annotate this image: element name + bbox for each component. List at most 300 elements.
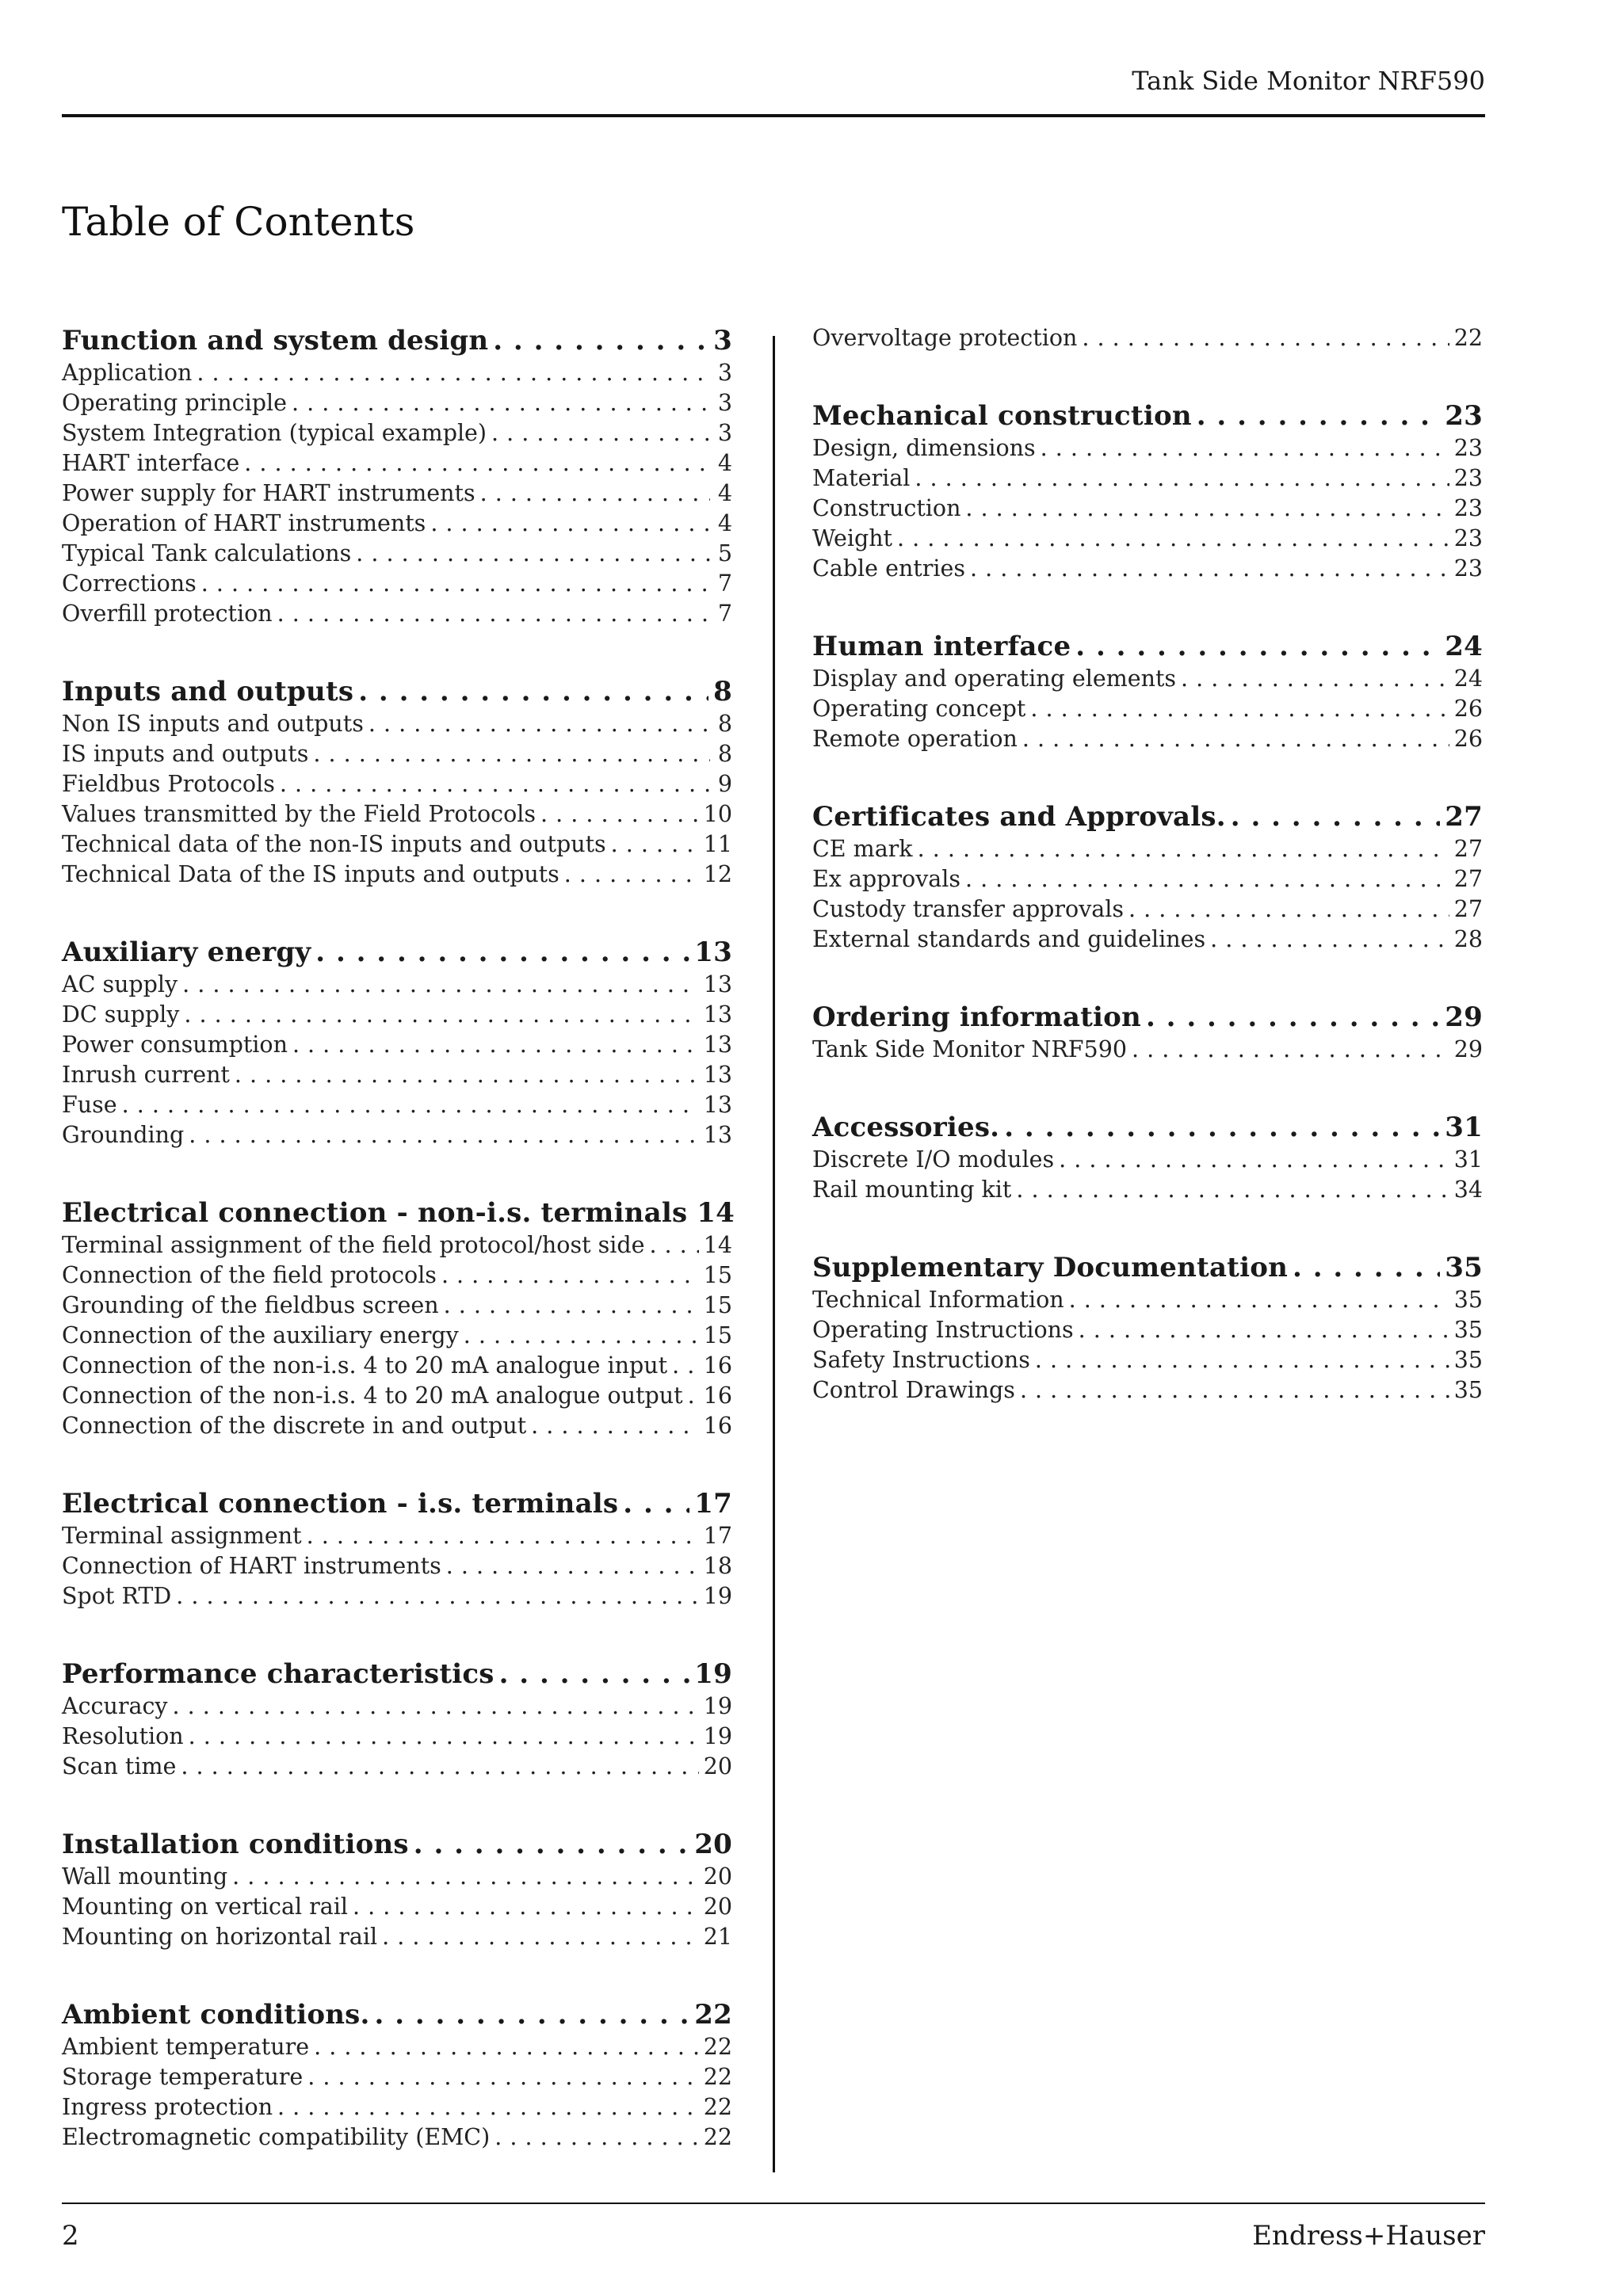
page-number: 35 <box>1445 1252 1483 1283</box>
header-rule <box>62 114 1485 117</box>
toc-entry[interactable] <box>812 894 1483 925</box>
section-title: Supplementary Documentation <box>812 1252 1289 1283</box>
page-number: 13 <box>703 1122 732 1148</box>
dot-leader <box>688 1381 699 1411</box>
dot-leader <box>414 1827 690 1862</box>
toc-entry[interactable] <box>62 569 732 599</box>
page-number: 3 <box>717 390 732 416</box>
footer-page-number: 2 <box>62 2220 79 2252</box>
toc-entry[interactable] <box>62 709 732 739</box>
entry-label: Operation of HART instruments <box>62 510 426 536</box>
dot-leader <box>292 388 710 418</box>
entry-label: Technical data of the non-IS inputs and outputs <box>62 831 606 857</box>
page-number: 28 <box>1453 926 1483 952</box>
page-number: 8 <box>717 741 732 767</box>
page-number: 10 <box>703 801 732 827</box>
page-title: Table of Contents <box>62 199 415 245</box>
dot-leader <box>495 2122 699 2153</box>
page-number: 20 <box>703 1894 732 1920</box>
entry-label: Weight <box>812 525 893 551</box>
toc-section-heading[interactable] <box>812 629 1483 664</box>
toc-section <box>812 1000 1483 1065</box>
page-number: 22 <box>703 2064 732 2090</box>
page-number: 26 <box>1453 726 1483 752</box>
page-number: 23 <box>1453 555 1483 582</box>
section-title: Performance characteristics <box>62 1658 495 1690</box>
dot-leader <box>915 463 1449 494</box>
page-number: 4 <box>717 510 732 536</box>
entry-label: CE mark <box>812 836 913 862</box>
dot-leader <box>1022 724 1449 754</box>
toc-entry[interactable] <box>62 1691 732 1722</box>
toc-entry[interactable] <box>62 479 732 509</box>
page-number: 20 <box>703 1753 732 1779</box>
section-title: Mechanical construction <box>812 400 1192 432</box>
page-number: 26 <box>1453 696 1483 722</box>
toc-entry[interactable] <box>812 1145 1483 1175</box>
toc-section <box>62 1196 735 1441</box>
toc-section <box>812 1110 1483 1205</box>
section-title: Auxiliary energy <box>62 936 311 968</box>
entry-label: Connection of the auxiliary energy <box>62 1322 459 1348</box>
toc-section-heading[interactable] <box>812 399 1483 433</box>
entry-label: Power consumption <box>62 1032 288 1058</box>
page-number: 35 <box>1453 1347 1483 1373</box>
dot-leader <box>382 1922 699 1952</box>
dot-leader <box>1146 1000 1440 1035</box>
entry-label: Remote operation <box>812 726 1018 752</box>
dot-leader <box>1069 1285 1449 1315</box>
toc-entry[interactable] <box>812 694 1483 724</box>
dot-leader <box>564 860 699 890</box>
entry-label: Overvoltage protection <box>812 325 1078 351</box>
toc-entry[interactable] <box>62 1521 732 1551</box>
toc-entry[interactable] <box>812 1175 1483 1205</box>
dot-leader <box>623 1486 689 1521</box>
toc-section-heading[interactable] <box>62 1827 732 1862</box>
toc-entry[interactable] <box>62 1411 732 1441</box>
page-number: 12 <box>703 861 732 887</box>
dot-leader <box>1030 694 1449 724</box>
toc-section-heading[interactable] <box>812 799 1483 834</box>
dot-leader <box>1004 1110 1440 1145</box>
entry-label: Mounting on horizontal rail <box>62 1924 378 1950</box>
dot-leader <box>369 709 710 739</box>
toc-entry[interactable] <box>62 2032 732 2062</box>
dot-leader <box>314 2032 699 2062</box>
dot-leader <box>184 1000 698 1030</box>
dot-leader <box>480 479 710 509</box>
entry-label: Display and operating elements <box>812 666 1177 692</box>
page-number: 4 <box>717 480 732 506</box>
entry-label: Wall mounting <box>62 1863 228 1890</box>
toc-entry[interactable] <box>62 418 732 448</box>
page-number: 22 <box>694 1999 732 2031</box>
dot-leader <box>307 2062 698 2092</box>
entry-label: Corrections <box>62 570 197 597</box>
dot-leader <box>353 1892 699 1922</box>
entry-label: Application <box>62 360 193 386</box>
entry-label: Connection of the discrete in and output <box>62 1413 527 1439</box>
dot-leader <box>176 1581 698 1611</box>
page-number: 24 <box>1445 631 1483 662</box>
toc-entry[interactable] <box>62 2092 732 2122</box>
dot-leader <box>1075 629 1440 664</box>
toc-entry[interactable] <box>812 463 1483 494</box>
toc-section <box>812 399 1483 584</box>
section-title: Certificates and Approvals. <box>812 801 1226 833</box>
entry-label: IS inputs and outputs <box>62 741 309 767</box>
toc-entry[interactable] <box>812 323 1483 353</box>
toc-entry[interactable] <box>62 1551 732 1581</box>
footer-rule <box>62 2203 1485 2204</box>
entry-label: Accuracy <box>62 1693 168 1719</box>
dot-leader <box>897 524 1449 554</box>
dot-leader <box>201 569 710 599</box>
dot-leader <box>649 1230 698 1261</box>
dot-leader <box>1181 664 1449 694</box>
toc-entry[interactable] <box>62 1261 732 1291</box>
entry-label: Fuse <box>62 1092 117 1118</box>
entry-label: System Integration (typical example) <box>62 420 487 446</box>
toc-section <box>812 323 1483 353</box>
page-number: 14 <box>697 1197 735 1229</box>
page-number: 9 <box>717 771 732 797</box>
page-number: 23 <box>1453 435 1483 461</box>
entry-label: Operating principle <box>62 390 287 416</box>
toc-entry[interactable] <box>62 1230 732 1261</box>
page-number: 27 <box>1453 866 1483 892</box>
page-number: 16 <box>703 1383 732 1409</box>
toc-section-heading[interactable] <box>62 1486 732 1521</box>
toc-entry[interactable] <box>62 1722 732 1752</box>
toc-section <box>62 1827 732 1952</box>
dot-leader <box>970 554 1449 584</box>
entry-label: Overfill protection <box>62 601 273 627</box>
dot-leader <box>1132 1035 1449 1065</box>
toc-entry[interactable] <box>812 1345 1483 1375</box>
dot-leader <box>244 448 710 479</box>
toc-section-heading[interactable] <box>62 935 732 970</box>
dot-leader <box>1041 433 1449 463</box>
page-number: 19 <box>694 1658 732 1690</box>
dot-leader <box>1128 894 1449 925</box>
page-number: 31 <box>1445 1112 1483 1143</box>
page-number: 23 <box>1453 465 1483 491</box>
toc-entry[interactable] <box>812 1285 1483 1315</box>
toc-entry[interactable] <box>62 1381 732 1411</box>
page-number: 34 <box>1453 1177 1483 1203</box>
page-number: 13 <box>703 1092 732 1118</box>
entry-label: Material <box>812 465 911 491</box>
toc-entry[interactable] <box>62 448 732 479</box>
toc-section-heading[interactable] <box>62 1997 732 2032</box>
dot-leader <box>189 1120 699 1150</box>
dot-leader <box>491 418 710 448</box>
toc-entry[interactable] <box>62 509 732 539</box>
page-number: 4 <box>717 450 732 476</box>
dot-leader <box>313 739 710 769</box>
entry-label: Construction <box>812 495 961 521</box>
entry-label: Power supply for HART instruments <box>62 480 475 506</box>
page-number: 22 <box>1453 325 1483 351</box>
page-number: 23 <box>1445 400 1483 432</box>
dot-leader <box>1035 1345 1449 1375</box>
page-number: 17 <box>694 1488 732 1520</box>
toc-entry[interactable] <box>62 1291 732 1321</box>
dot-leader <box>277 2092 699 2122</box>
dot-leader <box>197 358 710 388</box>
page-number: 19 <box>703 1583 732 1609</box>
toc-entry[interactable] <box>812 724 1483 754</box>
dot-leader <box>540 799 699 830</box>
section-title: Ordering information <box>812 1001 1141 1033</box>
section-title: Installation conditions <box>62 1829 409 1860</box>
entry-label: Grounding of the fieldbus screen <box>62 1292 439 1318</box>
page-number: 31 <box>1453 1146 1483 1173</box>
dot-leader <box>280 769 710 799</box>
page-number: 29 <box>1453 1036 1483 1062</box>
dot-leader <box>444 1291 699 1321</box>
entry-label: Ambient temperature <box>62 2034 310 2060</box>
toc-entry[interactable] <box>62 599 732 629</box>
dot-leader <box>1231 799 1441 834</box>
entry-label: Typical Tank calculations <box>62 540 352 566</box>
dot-leader <box>1293 1250 1440 1285</box>
entry-label: Resolution <box>62 1723 184 1749</box>
dot-leader <box>499 1657 690 1691</box>
page-number: 15 <box>703 1262 732 1288</box>
toc-entry[interactable] <box>62 860 732 890</box>
entry-label: Terminal assignment <box>62 1523 302 1549</box>
toc-left-column <box>62 323 735 2198</box>
toc-entry[interactable] <box>62 1581 732 1611</box>
toc-entry[interactable] <box>62 799 732 830</box>
entry-label: Storage temperature <box>62 2064 304 2090</box>
toc-entry[interactable] <box>62 1892 732 1922</box>
toc-entry[interactable] <box>812 1035 1483 1065</box>
toc-entry[interactable] <box>812 494 1483 524</box>
page-number: 16 <box>703 1413 732 1439</box>
entry-label: Spot RTD <box>62 1583 172 1609</box>
toc-section <box>812 1250 1483 1405</box>
entry-label: Mounting on vertical rail <box>62 1894 348 1920</box>
dot-leader <box>315 935 689 970</box>
toc-entry[interactable] <box>812 1315 1483 1345</box>
dot-leader <box>965 864 1449 894</box>
dot-leader <box>446 1551 699 1581</box>
toc-entry[interactable] <box>62 1351 732 1381</box>
page-number: 27 <box>1445 801 1483 833</box>
entry-label: Connection of HART instruments <box>62 1553 441 1579</box>
toc-entry[interactable] <box>812 925 1483 955</box>
toc-entry[interactable] <box>62 1862 732 1892</box>
dot-leader <box>918 834 1449 864</box>
toc-entry[interactable] <box>62 1030 732 1060</box>
column-divider <box>773 336 775 2172</box>
dot-leader <box>430 509 710 539</box>
dot-leader <box>122 1090 699 1120</box>
page-number: 3 <box>713 325 732 357</box>
page-number: 22 <box>703 2094 732 2120</box>
page-number: 18 <box>703 1553 732 1579</box>
entry-label: Ingress protection <box>62 2094 273 2120</box>
page-number: 13 <box>694 936 732 968</box>
dot-leader <box>235 1060 699 1090</box>
page-number: 5 <box>717 540 732 566</box>
page-number: 11 <box>703 831 732 857</box>
toc-section <box>812 629 1483 754</box>
page-number: 35 <box>1453 1287 1483 1313</box>
dot-leader <box>1079 1315 1449 1345</box>
toc-section <box>812 799 1483 955</box>
toc-entry[interactable] <box>62 769 732 799</box>
page-number: 23 <box>1453 525 1483 551</box>
section-title: Electrical connection - non-i.s. terminals <box>62 1197 688 1229</box>
toc-section-heading[interactable] <box>812 1000 1483 1035</box>
entry-label: DC supply <box>62 1001 180 1028</box>
page-number: 15 <box>703 1292 732 1318</box>
toc-section-heading[interactable] <box>62 674 732 709</box>
entry-label: Inrush current <box>62 1062 230 1088</box>
entry-label: Technical Data of the IS inputs and outputs <box>62 861 559 887</box>
page-number: 24 <box>1453 666 1483 692</box>
section-title: Human interface <box>812 631 1071 662</box>
dot-leader <box>611 830 699 860</box>
entry-label: Non IS inputs and outputs <box>62 711 364 737</box>
entry-label: Operating Instructions <box>812 1317 1074 1343</box>
dot-leader <box>292 1030 699 1060</box>
toc-section <box>62 323 732 629</box>
page-number: 7 <box>717 601 732 627</box>
toc-entry[interactable] <box>62 2062 732 2092</box>
dot-leader <box>965 494 1449 524</box>
toc-entry[interactable] <box>812 864 1483 894</box>
entry-label: Rail mounting kit <box>812 1177 1012 1203</box>
dot-leader <box>181 1752 698 1782</box>
dot-leader <box>1016 1175 1449 1205</box>
page-number: 22 <box>703 2124 732 2150</box>
dot-leader <box>173 1691 699 1722</box>
toc-section-heading[interactable] <box>812 1110 1483 1145</box>
toc-entry[interactable] <box>62 1090 732 1120</box>
entry-label: Cable entries <box>812 555 965 582</box>
page-number: 13 <box>703 1062 732 1088</box>
toc-entry[interactable] <box>812 1375 1483 1405</box>
toc-entry[interactable] <box>62 1752 732 1782</box>
entry-label: Design, dimensions <box>812 435 1036 461</box>
entry-label: Terminal assignment of the field protocol/host side <box>62 1232 645 1258</box>
toc-entry[interactable] <box>812 554 1483 584</box>
entry-label: Custody transfer approvals <box>812 896 1125 922</box>
page-number: 7 <box>717 570 732 597</box>
entry-label: Electromagnetic compatibility (EMC) <box>62 2124 491 2150</box>
dot-leader <box>672 1351 699 1381</box>
page-number: 19 <box>703 1693 732 1719</box>
toc-entry[interactable] <box>62 539 732 569</box>
dot-leader <box>441 1261 699 1291</box>
dot-leader <box>1020 1375 1449 1405</box>
toc-entry[interactable] <box>62 1922 732 1952</box>
entry-label: Scan time <box>62 1753 177 1779</box>
dot-leader <box>277 599 710 629</box>
toc-entry[interactable] <box>62 1000 732 1030</box>
page-number: 27 <box>1453 896 1483 922</box>
entry-label: HART interface <box>62 450 240 476</box>
toc-entry[interactable] <box>812 524 1483 554</box>
toc-entry[interactable] <box>62 830 732 860</box>
entry-label: Values transmitted by the Field Protocols <box>62 801 536 827</box>
entry-label: Fieldbus Protocols <box>62 771 275 797</box>
toc-entry[interactable] <box>62 1321 732 1351</box>
dot-leader <box>375 1997 690 2032</box>
toc-entry[interactable] <box>62 1120 732 1150</box>
toc-entry[interactable] <box>812 664 1483 694</box>
toc-section-heading[interactable] <box>62 323 732 358</box>
page-number: 20 <box>694 1829 732 1860</box>
page-number: 13 <box>703 971 732 997</box>
dot-leader <box>356 539 710 569</box>
page-number: 16 <box>703 1352 732 1379</box>
page-number: 21 <box>703 1924 732 1950</box>
section-title: Ambient conditions. <box>62 1999 370 2031</box>
section-title: Electrical connection - i.s. terminals <box>62 1488 619 1520</box>
footer-brand: Endress+Hauser <box>1252 2220 1485 2252</box>
toc-section-heading[interactable] <box>62 1196 735 1230</box>
toc-section <box>62 1657 732 1782</box>
toc-section-heading[interactable] <box>812 1250 1483 1285</box>
toc-entry[interactable] <box>62 739 732 769</box>
toc-right-column <box>812 323 1483 1451</box>
toc-section-heading[interactable] <box>62 1657 732 1691</box>
dot-leader <box>1197 399 1441 433</box>
page-number: 29 <box>1445 1001 1483 1033</box>
page-number: 13 <box>703 1032 732 1058</box>
entry-label: Connection of the non-i.s. 4 to 20 mA analogue output <box>62 1383 683 1409</box>
page-number: 13 <box>703 1001 732 1028</box>
entry-label: Control Drawings <box>812 1377 1015 1403</box>
toc-section <box>62 1486 732 1611</box>
entry-label: Connection of the non-i.s. 4 to 20 mA analogue input <box>62 1352 668 1379</box>
entry-label: External standards and guidelines <box>812 926 1206 952</box>
entry-label: Safety Instructions <box>812 1347 1030 1373</box>
dot-leader <box>1210 925 1449 955</box>
dot-leader <box>464 1321 699 1351</box>
page-number: 22 <box>703 2034 732 2060</box>
toc-entry[interactable] <box>62 358 732 388</box>
toc-entry[interactable] <box>62 388 732 418</box>
page-number: 8 <box>713 676 732 707</box>
page-number: 8 <box>717 711 732 737</box>
toc-entry[interactable] <box>62 2122 732 2153</box>
page-number: 3 <box>717 420 732 446</box>
dot-leader <box>493 323 708 358</box>
toc-entry[interactable] <box>62 1060 732 1090</box>
dot-leader <box>1059 1145 1449 1175</box>
toc-entry[interactable] <box>62 970 732 1000</box>
dot-leader <box>1082 323 1449 353</box>
entry-label: Technical Information <box>812 1287 1064 1313</box>
toc-entry[interactable] <box>812 834 1483 864</box>
toc-section <box>62 935 732 1150</box>
toc-entry[interactable] <box>812 433 1483 463</box>
page-number: 35 <box>1453 1377 1483 1403</box>
dot-leader <box>182 970 699 1000</box>
entry-label: Connection of the field protocols <box>62 1262 437 1288</box>
dot-leader <box>358 674 708 709</box>
entry-label: Ex approvals <box>812 866 961 892</box>
dot-leader <box>189 1722 699 1752</box>
